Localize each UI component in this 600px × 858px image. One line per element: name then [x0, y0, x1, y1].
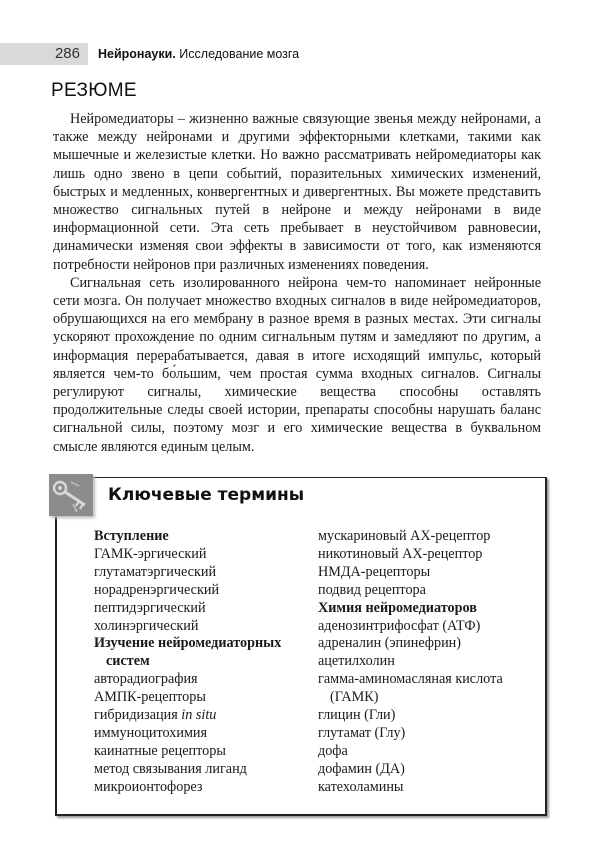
term: метод связывания лиганд: [94, 760, 247, 777]
term: глутамат (Глу): [318, 724, 406, 741]
term: ГАМК-эргический: [94, 545, 207, 562]
running-title: [98, 47, 299, 61]
book-title: Нейронауки.: [98, 47, 176, 61]
term: ацетилхолин: [318, 653, 395, 670]
term: норадренэргический: [94, 581, 220, 598]
paragraph: Нейромедиаторы – жизненно важные связующие звенья между нейронами, а также между нейронами и другими эффекторными клетками, такими как мышечные и железистые клетки. Но важно рассматривать нейромедиаторы как лишь одно звено в цепи событий, поразительных химических изменений, быстрых и медленных, конвергентных и дивергентных. Вы можете представить множество сигнальных путей в нейроне и между нейронами в виде информационной сети. Эта сеть пребывает в неустойчивом равновесии, динамически изменяя свои эффекты в зависимости от того, как изменяются потребности нейронов при различных изменениях поведения.: [53, 111, 541, 273]
term: катехоламины: [318, 778, 404, 795]
page-number: 286: [54, 45, 80, 62]
term: иммуноцитохимия: [94, 724, 208, 741]
term: дофамин (ДА): [318, 760, 405, 777]
key-terms-left-column: [94, 528, 309, 797]
term-continuation: (ГАМК): [330, 689, 379, 706]
page-number-tab: [0, 43, 88, 65]
term: адреналин (эпинефрин): [318, 635, 461, 652]
term-text: гибридизация: [94, 707, 178, 724]
term: авторадиография: [94, 671, 198, 688]
paragraph: Сигнальная сеть изолированного нейрона чем-то напоминает нейронные сети мозга. Он получает множество входных сигналов в виде нейромедиаторов, обрушающихся на его мембрану в разное время в разных местах. Эти сигналы ускоряют прохождение по одним сигнальным путям и замедляют по другим, а информация перерабатывается, давая в итоге исходящий импульс, который является чем-то бо́льшим, чем простая сумма входных сигналов. Сигналы регулируют сигналы, химические вещества способны оставлять продолжительные следы своей истории, препараты способны нарушать баланс сигнальной силы, поэтому мозг и его химические вещества в буквальном смысле являются единым целым.: [53, 274, 541, 455]
key-terms-right-column: [318, 528, 543, 797]
term: холинэргический: [94, 617, 199, 634]
term: НМДА-рецепторы: [318, 563, 431, 580]
term: АМПК-рецепторы: [94, 689, 206, 706]
book-subtitle: Исследование мозга: [179, 47, 300, 61]
key-icon: [49, 474, 93, 516]
section-title: РЕЗЮМЕ: [51, 80, 137, 101]
term: мускариновый АХ-рецептор: [318, 528, 491, 544]
term: [94, 707, 309, 725]
term: каинатные рецепторы: [94, 742, 226, 759]
running-header: [0, 43, 600, 65]
term: глицин (Гли): [318, 707, 396, 724]
term: глутаматэргический: [94, 563, 217, 580]
term-heading-continuation: систем: [106, 653, 150, 670]
key-terms-top-rule: [80, 477, 545, 478]
term-italic: in situ: [181, 707, 217, 724]
term: гамма-аминомасляная кислота: [318, 671, 503, 688]
term: аденозинтрифосфат (АТФ): [318, 617, 481, 634]
term: никотиновый АХ-рецептор: [318, 545, 483, 562]
term-heading: Вступление: [94, 528, 169, 544]
summary-body: [53, 110, 541, 456]
term: подвид рецептора: [318, 581, 426, 598]
term: пептидэргический: [94, 599, 206, 616]
key-terms-title: Ключевые термины: [108, 485, 305, 505]
term-heading: Химия нейромедиаторов: [318, 599, 477, 616]
term: микроионтофорез: [94, 778, 203, 795]
term: дофа: [318, 742, 348, 759]
term-heading: Изучение нейромедиаторных: [94, 635, 282, 652]
